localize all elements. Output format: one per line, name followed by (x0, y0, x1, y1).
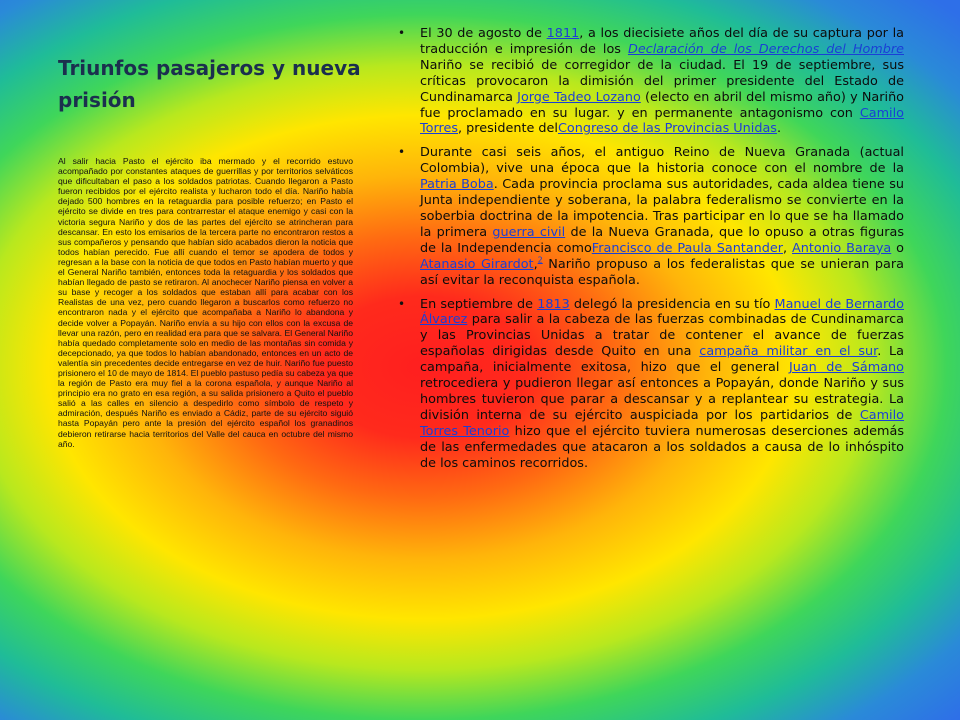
narrative-paragraph: Al salir hacia Pasto el ejército iba mermado y el recorrido estuvo acompañado por constantes ataques de guerrillas y por territorios selváticos que dificultaban el paso a los soldados patriotas. Cuando llegaron a Pasto fueron recibidos por el ejército realista y lucharon todo el día. Nariño había dejado 500 hombres en la retaguardia para posible refuerzo; en Pasto el ejército se divide en tres para contrarrestar el ataque enemigo y casi con la victoria segura Nariño y dos de las partes del ejército se atrincheran para descansar. En esto los emisarios de la tercera parte no encontraron restos a sus compañeros y pensando que habían sido acabados dieron la noticia que todos habían perecido. Fue allí cuando el temor se apodera de todos y regresan a la base con la noticia de que todos en Pasto habían muerto y que el General Nariño también, entonces toda la retaguardia y los soldados que habían llegado de pasto se retiraron. Al anochecer Nariño piensa en volver a su base y recoger a los soldados que estaban allí para acabar con los Realistas de una vez, pero cuando llegaron a buscarlos como refuerzo no encontraron nada y el ejército que acompañaba a Nariño lo abandona y decide volver a Popayán. Nariño envía a su hijo con ellos con la excusa de llevar una razón, pero en realidad era para que se salvara. El General Nariño había quedado completamente solo en medio de las montañas sin comida y decepcionado, ya que todos lo habían abandonado, entonces en un acto de valentía sin precedentes decide entregarse en vez de huir. Nariño fue puesto prisionero el 10 de mayo de 1814. El pueblo pastuso pedía su cabeza ya que la región de Pasto era muy fiel a la corona española, y aunque Nariño al principio era no grato en esa región, a su salida prisionero a Quito el pueblo salió a las calles en silencio a despedirlo como símbolo de respeto y admiración, después Nariño es enviado a Cádiz, parte de su ejército siguió hasta Popayán pero ante la presión del ejército español los granadinos debieron retirarse hacia territorios del Valle del cauca en octubre del mismo año. (58, 156, 353, 449)
bullet-1-text-4: (electo en abril del mismo año) y Nariño fue proclamado en su lugar. y en permanente antagonismo con (420, 89, 905, 121)
link-manuel-de-bernardo-alvarez[interactable]: Manuel de Bernardo Álvarez (420, 296, 904, 328)
bullet-2-text-6: , (533, 256, 538, 272)
link-patria-boba[interactable]: Patria Boba (420, 177, 494, 193)
bullet-1-text-5: , presidente del (458, 121, 558, 137)
bullet-item-2 (398, 145, 904, 288)
bullet-1-text-6: . (776, 121, 782, 137)
bullet-3-text-4: . La campaña, inicialmente exitosa, hizo que el general (420, 344, 905, 376)
bullet-1-text-3: Nariño se recibió de corregidor de la ciudad. El 19 de septiembre, sus críticas provocaron la dimisión del primer presidente del Estado de Cundinamarca (420, 57, 904, 105)
bullet-dot-icon: • (398, 26, 406, 40)
link-declaracion-derechos-hombre[interactable]: Declaración de los Derechos del Hombre (627, 41, 904, 57)
bullet-3-text-2: delegó la presidencia en su tío (569, 296, 775, 312)
link-jorge-tadeo-lozano[interactable]: Jorge Tadeo Lozano (517, 89, 641, 105)
bullet-2-text-2: . Cada provincia proclama sus autoridades, cada aldea tiene su Junta independiente y soberana, la palabra federalismo se convierte en la soberbia doctrina de la impotencia. Tras participar en lo que se ha llamado la primera (420, 177, 904, 240)
bullet-item-3 (398, 297, 904, 472)
link-guerra-civil[interactable]: guerra civil (492, 224, 566, 240)
bullet-2-text-4: , (783, 240, 792, 256)
bullet-2-text-5: o (891, 240, 904, 256)
bullet-3-text-1: En septiembre de (420, 296, 538, 312)
link-camilo-torres[interactable]: Camilo Torres (420, 105, 904, 137)
bullet-list (398, 26, 904, 479)
link-juan-de-samano[interactable]: Juan de Sámano (788, 360, 904, 376)
bullet-1-text-1: El 30 de agosto de (420, 26, 547, 41)
link-francisco-de-paula-santander[interactable]: Francisco de Paula Santander (591, 240, 784, 256)
bullet-2-text-3: de la Nueva Granada, que lo opuso a otras figuras de la Independencia como (420, 224, 904, 256)
link-antonio-baraya[interactable]: Antonio Baraya (792, 240, 892, 256)
bullet-2-text-7: Nariño propuso a los federalistas que se unieran para así evitar la reconquista española. (420, 256, 905, 288)
bullet-2-text-1: Durante casi seis años, el antiguo Reino de Nueva Granada (actual Colombia), vive una época que la historia conoce con el nombre de la (420, 145, 904, 177)
link-1813[interactable]: 1813 (537, 296, 570, 312)
bullet-3-text-3: para salir a la cabeza de las fuerzas combinadas de Cundinamarca y las Provincias Unidas a tratar de contener el avance de fuerzas españolas dirigidas desde Quito en una (420, 312, 904, 360)
link-campana-militar-sur[interactable]: campaña militar en el sur (699, 344, 878, 360)
bullet-item-1 (398, 26, 904, 137)
bullet-3-text-6: hizo que el ejército tuviera numerosas deserciones además de las enfermedades que atacaron a los soldados a causa de lo inhóspito de los caminos recorridos. (420, 423, 904, 471)
link-atanasio-girardot[interactable]: Atanasio Girardot (420, 256, 534, 272)
slide-title: Triunfos pasajeros y nueva prisión (58, 56, 361, 112)
link-1811[interactable]: 1811 (546, 26, 580, 41)
bullet-1-text-2: , a los diecisiete años del día de su captura por la traducción e impresión de los (420, 26, 904, 57)
bullet-3-text-5: retrocediera y pudieron llegar así entonces a Popayán, donde Nariño y sus hombres tuvieron que parar a descansar y a replantear su estrategia. La división interna de su ejército auspiciada por los partidarios de (420, 376, 904, 423)
link-camilo-torres-tenorio[interactable]: Camilo Torres Tenorio (420, 407, 904, 439)
footnote-2-link[interactable]: 2 (537, 255, 543, 265)
link-congreso-provincias-unidas[interactable]: Congreso de las Provincias Unidas (557, 121, 777, 137)
bullet-dot-icon: • (398, 296, 406, 311)
bullet-dot-icon: • (398, 145, 406, 160)
